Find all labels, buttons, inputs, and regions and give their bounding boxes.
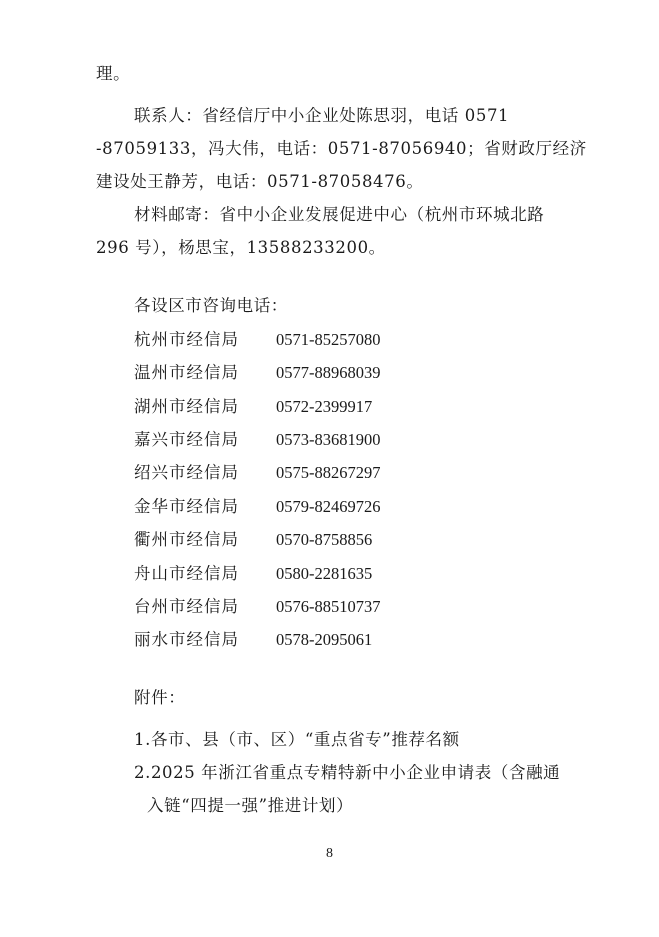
city-phone: 0579-82469726 — [276, 497, 381, 516]
consult-heading: 各设区市咨询电话： — [134, 296, 288, 315]
city-phone: 0573-83681900 — [276, 430, 381, 449]
city-name: 嘉兴市经信局 — [134, 430, 239, 449]
city-name: 温州市经信局 — [134, 363, 239, 382]
city-phone: 0577-88968039 — [276, 363, 381, 382]
city-phone: 0576-88510737 — [276, 597, 381, 616]
city-name: 湖州市经信局 — [134, 397, 239, 416]
attachment-item-2-continued: 入链“四提一强”推进计划） — [147, 796, 354, 815]
contacts-line-2: -87059133，冯大伟，电话：0571-87056940；省财政厅经济 — [96, 139, 587, 158]
contacts-line-3: 建设处王静芳，电话：0571-87058476。 — [96, 172, 424, 191]
mailing-line-2: 296 号），杨思宝，13588233200。 — [96, 238, 386, 257]
continuation-text: 理。 — [96, 64, 131, 83]
city-phone: 0570-8758856 — [276, 530, 373, 549]
city-phone: 0575-88267297 — [276, 463, 381, 482]
city-phone: 0572-2399917 — [276, 397, 373, 416]
attachment-item-1: 1.各市、县（市、区）“重点省专”推荐名额 — [134, 730, 460, 749]
contacts-line-1: 联系人：省经信厅中小企业处陈思羽，电话 0571 — [134, 106, 510, 125]
mailing-line-1: 材料邮寄：省中小企业发展促进中心（杭州市环城北路 — [134, 205, 545, 224]
city-name: 衢州市经信局 — [134, 530, 239, 549]
attachment-item-2: 2.2025 年浙江省重点专精特新中小企业申请表（含融通 — [134, 763, 561, 782]
city-name: 金华市经信局 — [134, 497, 239, 516]
city-name: 丽水市经信局 — [134, 630, 239, 649]
city-name: 舟山市经信局 — [134, 564, 239, 583]
city-name: 绍兴市经信局 — [134, 463, 239, 482]
city-phone: 0580-2281635 — [276, 564, 373, 583]
attachments-heading: 附件： — [134, 688, 186, 707]
city-name: 杭州市经信局 — [134, 330, 239, 349]
city-name: 台州市经信局 — [134, 597, 239, 616]
page-number: 8 — [326, 846, 333, 861]
city-phone: 0578-2095061 — [276, 630, 373, 649]
city-phone: 0571-85257080 — [276, 330, 381, 349]
